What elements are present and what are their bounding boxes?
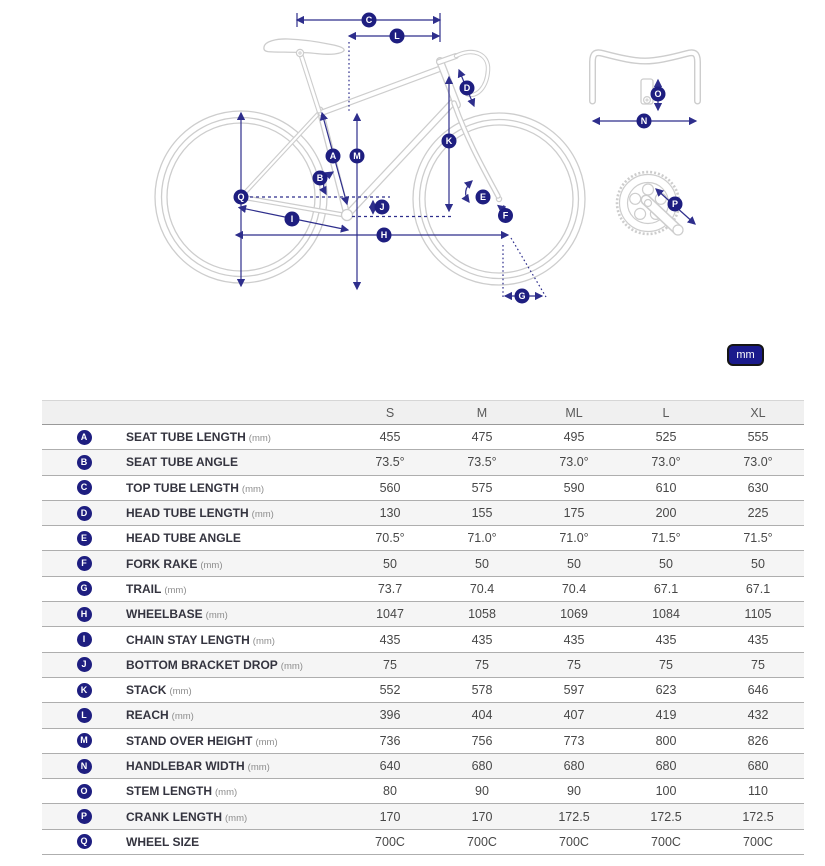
bike-illustration: [155, 39, 698, 285]
value-cell: 700C: [559, 834, 589, 849]
value-cell: 736: [379, 733, 401, 748]
size-column-header: XL: [750, 405, 766, 420]
value-cell: 404: [471, 708, 493, 723]
row-badge-cell: [42, 430, 126, 445]
badge-A-icon: [326, 149, 341, 164]
value-cell: 1105: [744, 607, 772, 622]
value-cell: 435: [471, 632, 493, 647]
value-cell: 50: [475, 556, 489, 571]
row-label: TRAIL: [126, 581, 162, 596]
bike-geometry-diagram: [0, 0, 825, 398]
row-badge-cell: [42, 531, 126, 546]
row-unit: (mm): [241, 483, 265, 495]
row-badge-cell: [42, 556, 126, 571]
row-badge-cell: [42, 759, 126, 774]
svg-text:E: E: [479, 192, 487, 203]
row-label: TOP TUBE LENGTH: [126, 480, 239, 495]
value-cell: 590: [563, 480, 585, 495]
svg-text:Q: Q: [237, 192, 245, 203]
row-badge-cell: [42, 657, 126, 672]
row-label-cell: [126, 582, 344, 596]
row-badge-cell: [42, 708, 126, 723]
row-label-cell: [126, 506, 344, 520]
row-label-cell: [126, 658, 344, 672]
value-cell: 75: [567, 657, 581, 672]
row-letter-badge: H: [77, 607, 92, 622]
value-cell: 225: [747, 506, 769, 521]
table-row-O: [42, 779, 804, 804]
value-cell: 680: [563, 759, 585, 773]
value-cell: 170: [379, 809, 401, 824]
table-row-K: [42, 678, 804, 703]
badge-G-icon: [515, 289, 530, 304]
value-cell: 396: [379, 708, 401, 723]
value-cell: 73.5°: [375, 455, 405, 470]
table-row-E: [42, 526, 804, 551]
row-badge-cell: [42, 480, 126, 495]
saddle: [264, 39, 344, 57]
row-label-cell: [126, 810, 344, 824]
value-cell: 1069: [560, 607, 588, 622]
row-label-cell: [126, 531, 344, 545]
row-letter-badge: E: [77, 531, 92, 546]
value-cell: 555: [747, 430, 769, 445]
row-label: STACK: [126, 683, 167, 698]
value-cell: 700C: [375, 834, 405, 849]
value-cell: 75: [751, 657, 765, 672]
value-cell: 1047: [376, 607, 404, 622]
size-column-header: ML: [565, 405, 583, 420]
row-label: CHAIN STAY LENGTH: [126, 632, 250, 647]
row-letter-badge: B: [77, 455, 92, 470]
row-letter-badge: Q: [77, 834, 92, 849]
row-label: FORK RAKE: [126, 556, 198, 571]
value-cell: 90: [567, 784, 581, 799]
row-label: WHEEL SIZE: [126, 834, 200, 849]
row-letter-badge: D: [77, 506, 92, 521]
value-cell: 67.1: [653, 581, 679, 596]
value-cell: 73.7: [377, 581, 403, 596]
row-letter-badge: G: [77, 581, 92, 596]
value-cell: 71.0°: [467, 531, 497, 546]
svg-text:C: C: [365, 15, 373, 26]
value-cell: 1084: [652, 607, 680, 622]
row-badge-cell: [42, 632, 126, 647]
table-row-D: [42, 501, 804, 526]
row-badge-cell: [42, 784, 126, 799]
svg-text:J: J: [379, 202, 385, 213]
table-row-P: [42, 804, 804, 829]
row-badge-cell: [42, 506, 126, 521]
row-label: HEAD TUBE ANGLE: [126, 531, 241, 546]
value-cell: 100: [655, 784, 677, 799]
row-label: CRANK LENGTH: [126, 809, 222, 824]
row-badge-cell: [42, 683, 126, 698]
size-column-header: L: [662, 405, 670, 420]
row-label: HANDLEBAR WIDTH: [126, 759, 245, 773]
svg-text:G: G: [518, 291, 526, 302]
row-label-cell: [126, 430, 344, 444]
row-label-cell: [126, 683, 344, 697]
svg-text:P: P: [671, 199, 679, 210]
value-cell: 200: [655, 506, 677, 521]
value-cell: 172.5: [742, 809, 774, 824]
value-cell: 73.0°: [559, 455, 589, 470]
size-column-header: M: [476, 405, 488, 420]
value-cell: 432: [747, 708, 769, 723]
value-cell: 610: [655, 480, 677, 495]
row-unit: (mm): [255, 736, 278, 748]
badge-F-icon: [498, 208, 513, 223]
badge-P-icon: [668, 197, 683, 212]
steering-axis-dotted: [511, 238, 546, 297]
value-cell: 700C: [467, 834, 497, 849]
row-letter-badge: J: [77, 657, 92, 672]
value-cell: 773: [563, 733, 585, 748]
badge-K-icon: [442, 134, 457, 149]
row-label: SEAT TUBE ANGLE: [126, 455, 239, 470]
badge-Q-icon: [234, 190, 249, 205]
row-unit: (mm): [248, 433, 271, 445]
badge-E-icon: [476, 190, 491, 205]
value-cell: 71.0°: [559, 531, 589, 546]
table-row-H: [42, 602, 804, 627]
row-unit: (mm): [251, 509, 274, 521]
table-header-row: [42, 401, 804, 425]
value-cell: 552: [379, 683, 401, 698]
bottom-bracket: [342, 210, 353, 221]
value-cell: 700C: [743, 834, 773, 849]
value-cell: 435: [747, 632, 769, 647]
row-label-cell: [126, 835, 344, 849]
svg-text:O: O: [654, 89, 662, 100]
svg-text:H: H: [380, 230, 388, 241]
row-label-cell: [126, 759, 344, 773]
value-cell: 597: [563, 683, 585, 698]
row-label: REACH: [126, 708, 169, 723]
svg-text:A: A: [329, 151, 337, 162]
value-cell: 71.5°: [743, 531, 773, 546]
badge-N-icon: [637, 114, 652, 129]
row-label: BOTTOM BRACKET DROP: [126, 657, 278, 672]
row-unit: (mm): [205, 610, 228, 622]
row-label-cell: [126, 708, 344, 722]
value-cell: 172.5: [558, 809, 590, 824]
value-cell: 680: [655, 759, 677, 773]
value-cell: 110: [748, 784, 768, 799]
value-cell: 175: [563, 506, 585, 521]
row-letter-badge: P: [77, 809, 92, 824]
svg-text:K: K: [445, 136, 453, 147]
svg-text:L: L: [394, 31, 400, 42]
value-cell: 75: [383, 657, 397, 672]
row-unit: (mm): [215, 787, 238, 799]
svg-text:I: I: [290, 214, 294, 225]
value-cell: 407: [563, 708, 585, 723]
value-cell: 75: [475, 657, 489, 672]
row-label: STAND OVER HEIGHT: [126, 733, 253, 748]
value-cell: 419: [655, 708, 677, 723]
table-row-Q: [42, 830, 804, 855]
value-cell: 475: [471, 430, 493, 445]
row-letter-badge: M: [77, 733, 92, 748]
value-cell: 73.0°: [743, 455, 773, 470]
value-cell: 575: [471, 480, 493, 495]
table-row-C: [42, 476, 804, 501]
row-letter-badge: O: [77, 784, 92, 799]
row-badge-cell: [42, 455, 126, 470]
row-label-cell: [126, 557, 344, 571]
row-label: SEAT TUBE LENGTH: [126, 430, 246, 445]
geometry-table: [42, 400, 804, 855]
size-column-header: S: [385, 405, 395, 420]
svg-text:D: D: [463, 83, 471, 94]
value-cell: 71.5°: [651, 531, 681, 546]
value-cell: 80: [383, 784, 397, 799]
table-row-J: [42, 653, 804, 678]
row-letter-badge: A: [77, 430, 92, 445]
value-cell: 680: [747, 759, 769, 773]
value-cell: 826: [747, 733, 769, 748]
row-unit: (mm): [247, 762, 270, 773]
value-cell: 630: [747, 480, 769, 495]
svg-text:M: M: [353, 151, 361, 162]
value-cell: 623: [655, 683, 677, 698]
value-cell: 756: [471, 733, 493, 748]
row-badge-cell: [42, 607, 126, 622]
table-row-G: [42, 577, 804, 602]
row-unit: (mm): [171, 711, 194, 723]
badge-L-icon: [390, 29, 405, 44]
value-cell: 155: [471, 506, 493, 521]
table-row-B: [42, 450, 804, 475]
value-cell: 75: [659, 657, 673, 672]
table-row-F: [42, 551, 804, 576]
value-cell: 680: [471, 759, 493, 773]
svg-text:F: F: [502, 210, 509, 221]
value-cell: 70.4: [561, 581, 587, 596]
value-cell: 70.5°: [375, 531, 405, 546]
value-cell: 700C: [651, 834, 681, 849]
value-cell: 50: [659, 556, 673, 571]
row-label-cell: [126, 633, 344, 647]
svg-text:N: N: [640, 116, 648, 127]
value-cell: 525: [655, 430, 677, 445]
badge-H-icon: [377, 228, 392, 243]
svg-text:B: B: [316, 173, 324, 184]
value-cell: 800: [655, 733, 677, 748]
row-letter-badge: I: [77, 632, 92, 647]
row-badge-cell: [42, 834, 126, 849]
badge-O-icon: [651, 87, 666, 102]
table-row-I: [42, 627, 804, 652]
value-cell: 646: [747, 683, 769, 698]
badge-M-icon: [350, 149, 365, 164]
value-cell: 495: [563, 430, 585, 445]
table-row-N: [42, 754, 804, 779]
row-unit: (mm): [164, 584, 187, 596]
row-label-cell: [126, 481, 344, 495]
value-cell: 73.5°: [467, 455, 497, 470]
value-cell: 435: [655, 632, 677, 647]
value-cell: 50: [751, 556, 765, 571]
value-cell: 1058: [468, 607, 496, 622]
table-row-M: [42, 729, 804, 754]
value-cell: 435: [563, 632, 585, 647]
row-badge-cell: [42, 733, 126, 748]
row-unit: (mm): [225, 812, 248, 824]
value-cell: 73.0°: [651, 455, 681, 470]
units-mm-button[interactable]: mm: [727, 344, 764, 366]
row-unit: (mm): [200, 559, 223, 571]
row-label-cell: [126, 784, 344, 798]
value-cell: 435: [379, 632, 401, 647]
row-label: WHEELBASE: [126, 607, 203, 622]
badge-D-icon: [460, 81, 475, 96]
value-cell: 560: [379, 480, 401, 495]
row-label-cell: [126, 607, 344, 621]
value-cell: 455: [379, 430, 401, 445]
table-row-L: [42, 703, 804, 728]
row-badge-cell: [42, 809, 126, 824]
row-letter-badge: N: [77, 759, 92, 774]
row-unit: (mm): [169, 686, 192, 698]
row-unit: (mm): [252, 635, 275, 647]
row-letter-badge: C: [77, 480, 92, 495]
value-cell: 70.4: [469, 581, 495, 596]
front-wheel: [413, 113, 585, 285]
badge-I-icon: [285, 212, 300, 227]
row-label-cell: [126, 734, 344, 748]
value-cell: 50: [567, 556, 581, 571]
row-label: HEAD TUBE LENGTH: [126, 506, 249, 521]
row-label: STEM LENGTH: [126, 784, 212, 799]
value-cell: 640: [379, 759, 401, 773]
handlebar-detail: [593, 53, 698, 104]
value-cell: 50: [383, 556, 397, 571]
value-cell: 170: [471, 809, 493, 824]
badge-C-icon: [362, 13, 377, 28]
row-letter-badge: F: [77, 556, 92, 571]
row-label-cell: [126, 455, 344, 469]
value-cell: 130: [379, 506, 401, 521]
badge-J-icon: [375, 200, 390, 215]
value-cell: 578: [471, 683, 493, 698]
value-cell: 90: [475, 784, 489, 799]
row-badge-cell: [42, 581, 126, 596]
arrow-head-tube-angle: [466, 181, 472, 202]
value-cell: 67.1: [745, 581, 771, 596]
badge-B-icon: [313, 171, 328, 186]
table-row-A: [42, 425, 804, 450]
row-letter-badge: K: [77, 683, 92, 698]
value-cell: 172.5: [650, 809, 682, 824]
row-unit: (mm): [280, 660, 303, 672]
row-letter-badge: L: [77, 708, 92, 723]
